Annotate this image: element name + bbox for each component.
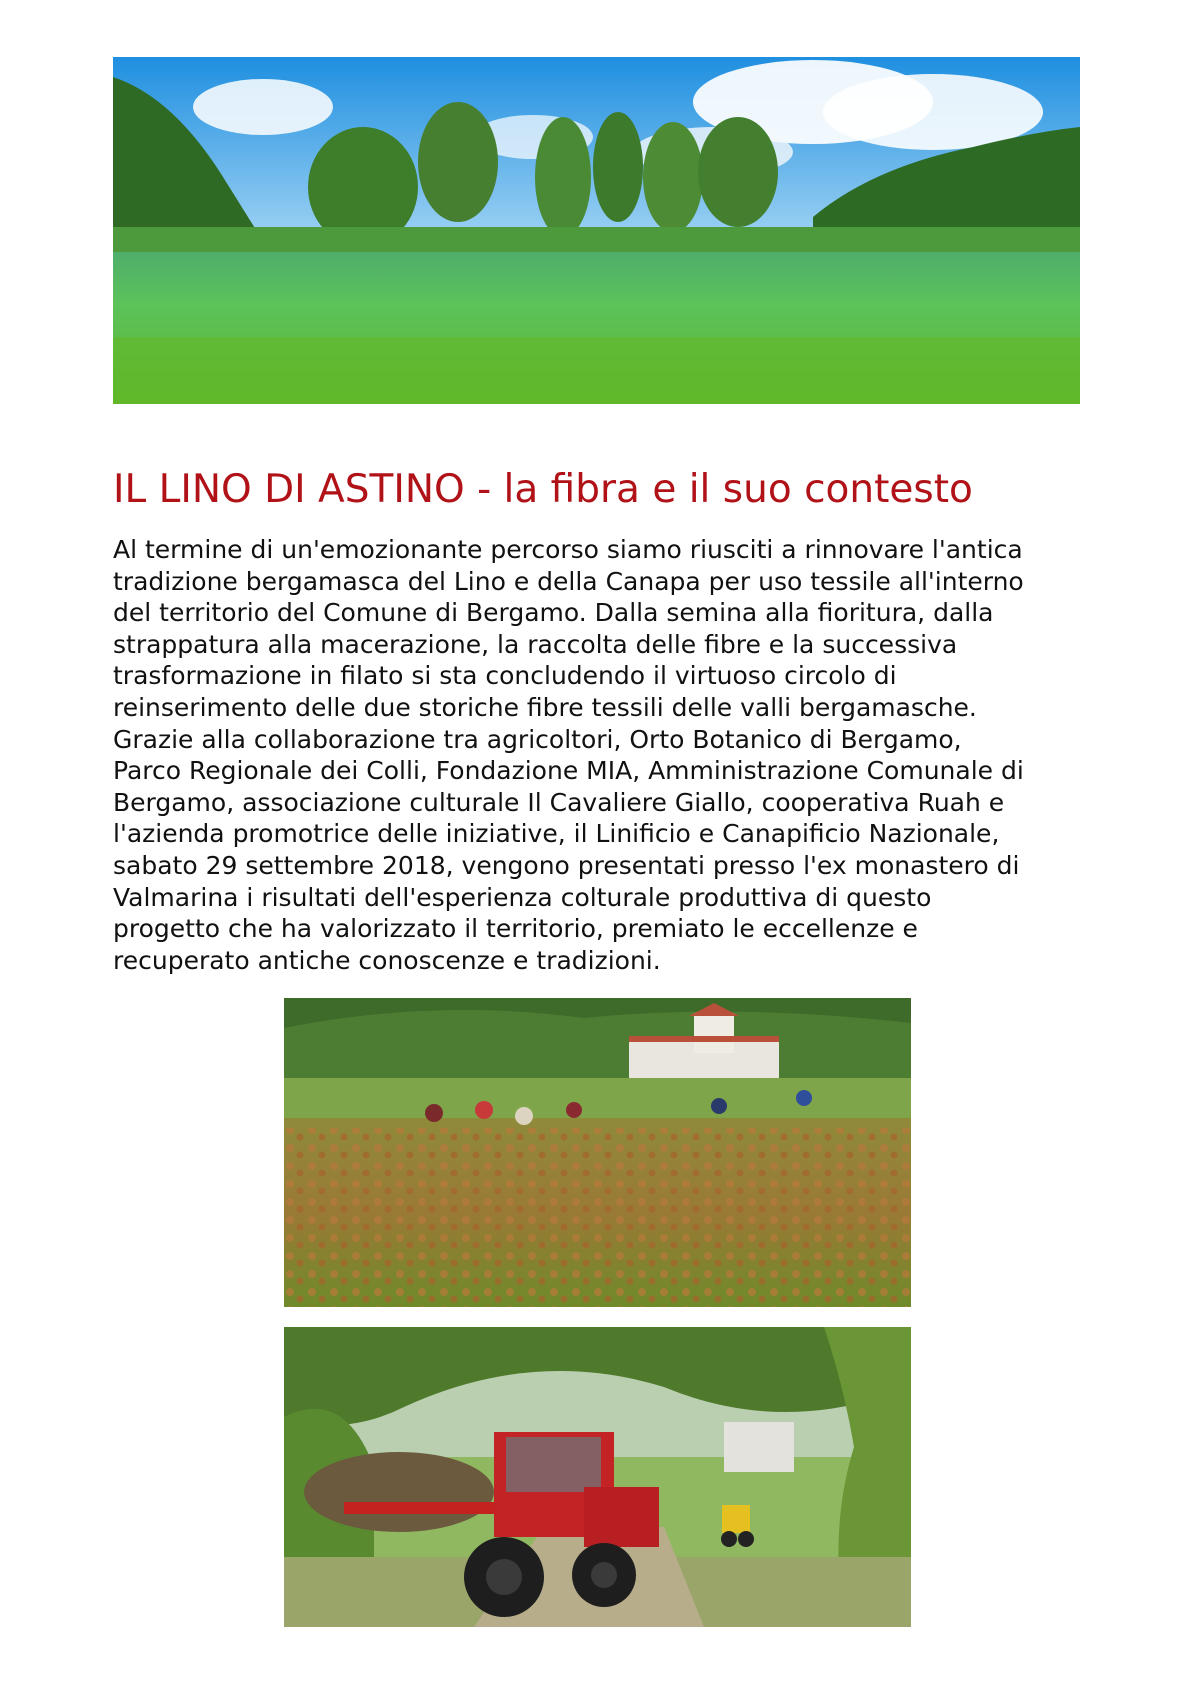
tractor-photo	[284, 1327, 911, 1627]
paragraph-line: Valmarina i risultati dell'esperienza colturale produttiva di questo	[113, 882, 932, 912]
flax-harvest-photo	[284, 998, 911, 1307]
paragraph-line: del territorio del Comune di Bergamo. Dalla semina alla fioritura, dalla	[113, 598, 994, 628]
paragraph-line: Al termine di un'emozionante percorso siamo riusciti a rinnovare l'antica	[113, 535, 1023, 564]
page-title: IL LINO DI ASTINO - la fibra e il suo contesto	[113, 467, 973, 512]
paragraph-line: Grazie alla collaborazione tra agricoltori, Orto Botanico di Bergamo,	[113, 724, 962, 754]
intro-paragraph	[113, 534, 1080, 976]
paragraph-line: l'azienda promotrice delle iniziative, il Linificio e Canapificio Nazionale,	[113, 819, 1000, 849]
paragraph-line: tradizione bergamasca del Lino e della Canapa per uso tessile all'interno	[113, 566, 1024, 596]
paragraph-line: recuperato antiche conoscenze e tradizioni.	[113, 945, 661, 975]
flax-field-photo	[113, 57, 1080, 404]
paragraph-line: Parco Regionale dei Colli, Fondazione MIA, Amministrazione Comunale di	[113, 756, 1024, 786]
paragraph-line: reinserimento delle due storiche fibre tessili delle valli bergamasche.	[113, 692, 977, 722]
paragraph-line: Bergamo, associazione culturale Il Cavaliere Giallo, cooperativa Ruah e	[113, 787, 1005, 817]
paragraph-line: progetto che ha valorizzato il territorio, premiato le eccellenze e	[113, 914, 918, 944]
paragraph-line: sabato 29 settembre 2018, vengono presentati presso l'ex monastero di	[113, 850, 1020, 880]
paragraph-line: trasformazione in filato si sta concludendo il virtuoso circolo di	[113, 661, 897, 691]
paragraph-line: strappatura alla macerazione, la raccolta delle fibre e la successiva	[113, 629, 958, 659]
